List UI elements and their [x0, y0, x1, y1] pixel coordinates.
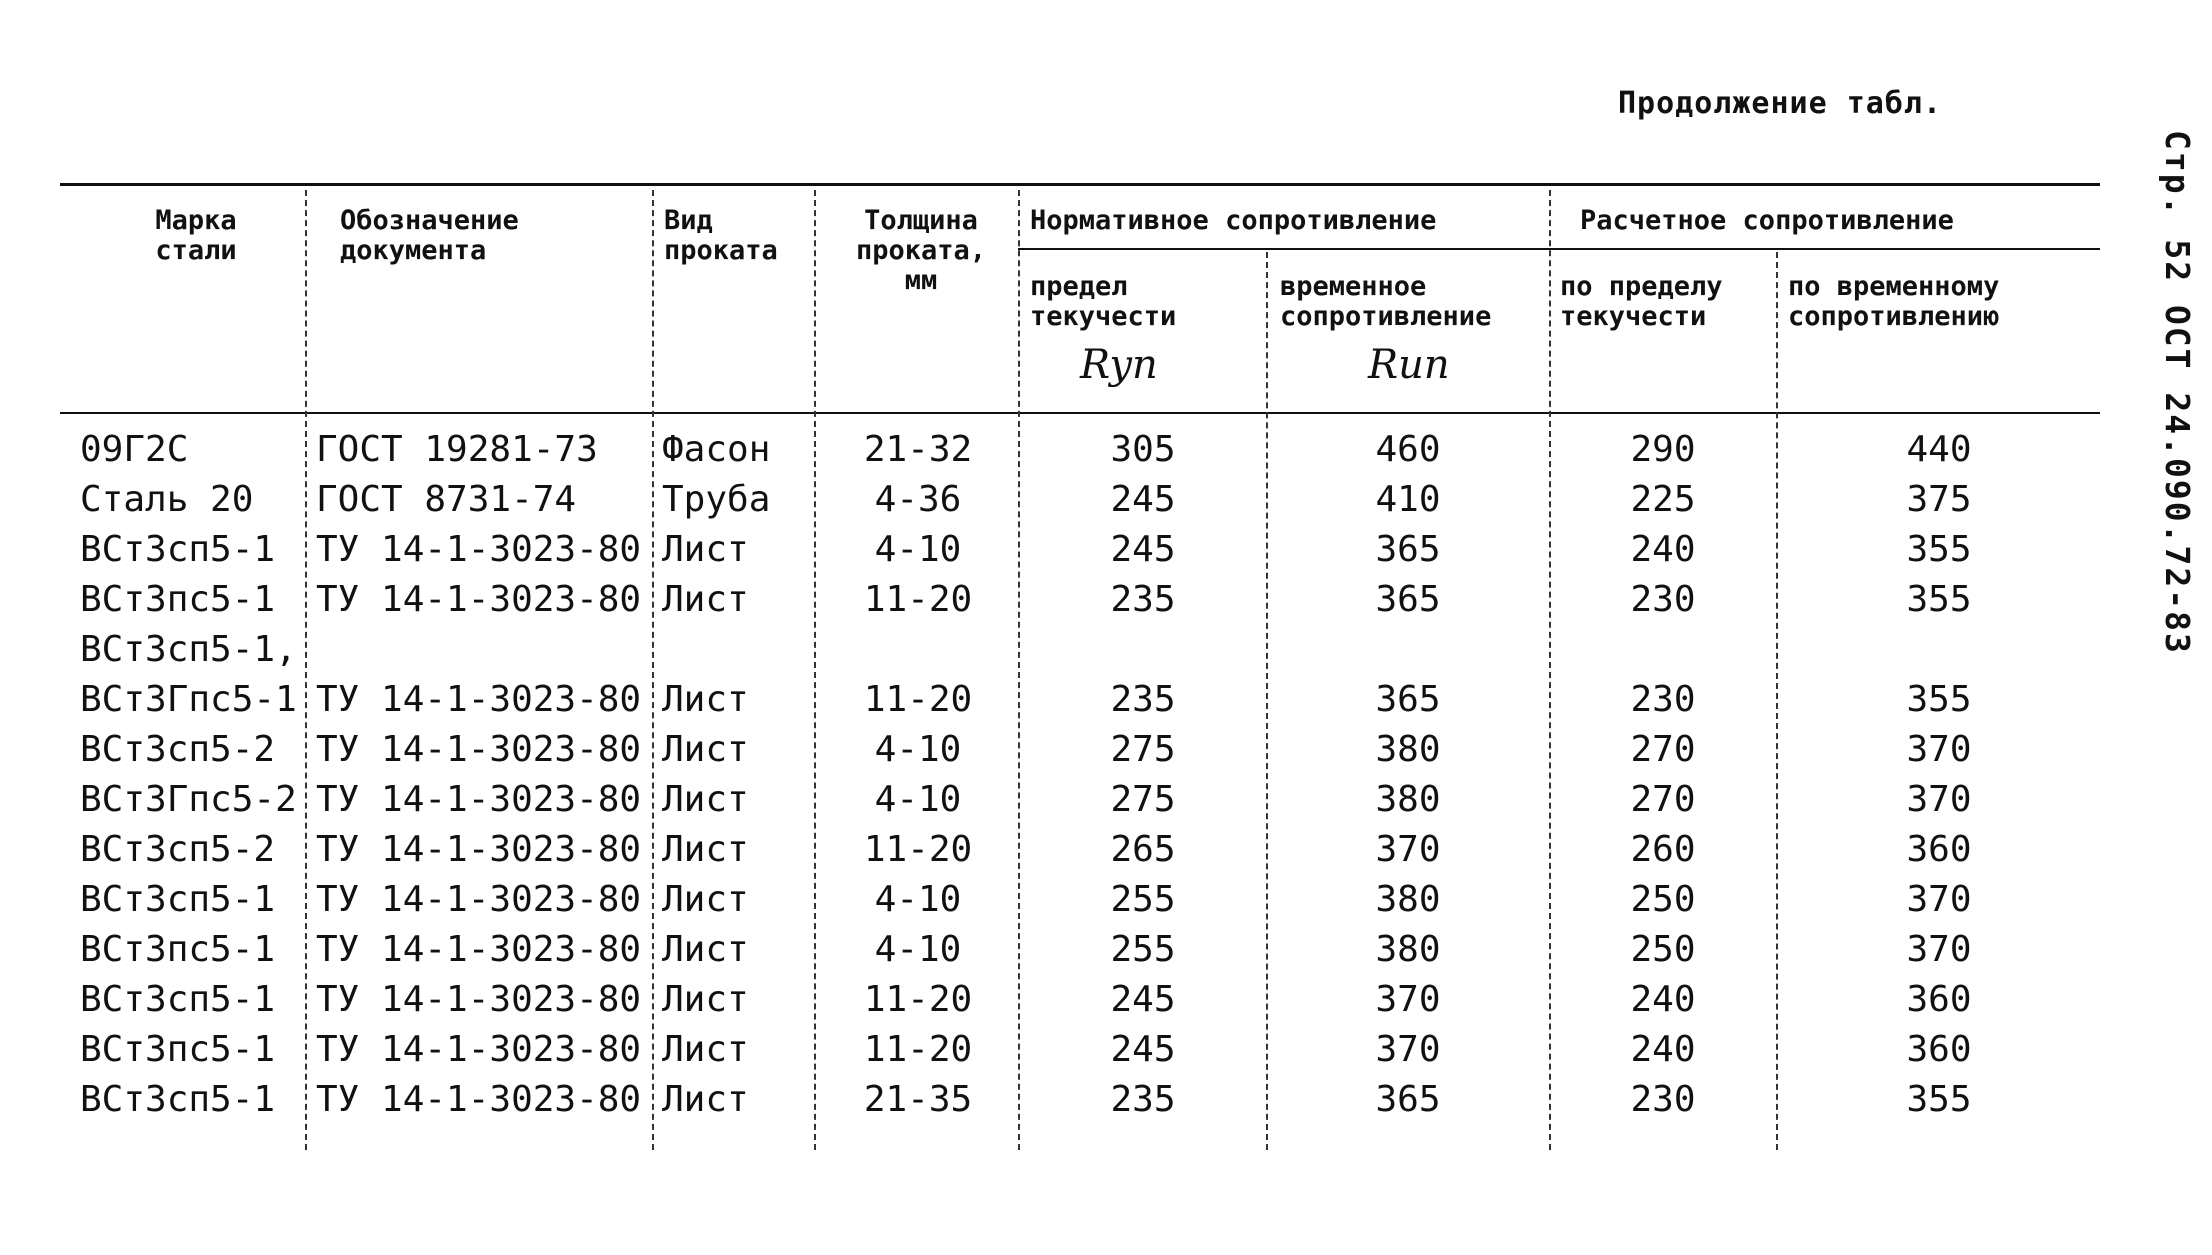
page-side-label: Стр. 52 ОСТ 24.090.72-83: [2158, 130, 2197, 655]
cell-thickness: 11-20: [863, 979, 973, 1020]
cell-ru: 370: [1906, 879, 1972, 920]
cell-ry: 270: [1630, 729, 1696, 770]
cell-ryn: 235: [1110, 579, 1176, 620]
cell-ryn: 265: [1110, 829, 1176, 870]
cell-ry: 230: [1630, 1079, 1696, 1120]
cell-run: 365: [1375, 529, 1441, 570]
cell-ryn: 245: [1110, 479, 1176, 520]
cell-document: ТУ 14-1-3023-80: [316, 829, 642, 870]
cell-product-type: Лист: [662, 579, 749, 620]
cell-product-type: Лист: [662, 729, 749, 770]
cell-grade: ВСт3Гпс5-1: [80, 679, 297, 720]
cell-thickness: 11-20: [863, 1029, 973, 1070]
cell-run: 365: [1375, 579, 1441, 620]
cell-grade: ВСт3сп5-1: [80, 529, 276, 570]
cell-thickness: 4-10: [874, 529, 962, 570]
cell-thickness: 4-36: [874, 479, 962, 520]
cell-ru: 440: [1906, 429, 1972, 470]
cell-run: 460: [1375, 429, 1441, 470]
cell-ry: 240: [1630, 979, 1696, 1020]
cell-ry: 230: [1630, 579, 1696, 620]
header-document: Обозначение документа: [340, 205, 519, 266]
cell-ry: 230: [1630, 679, 1696, 720]
cell-document: ТУ 14-1-3023-80: [316, 729, 642, 770]
cell-product-type: Лист: [662, 529, 749, 570]
cell-ru: 370: [1906, 779, 1972, 820]
column-separator: [814, 190, 816, 1150]
cell-run: 380: [1375, 929, 1441, 970]
cell-grade: ВСт3сп5-1: [80, 1079, 276, 1120]
cell-document: ТУ 14-1-3023-80: [316, 1029, 642, 1070]
cell-ryn: 255: [1110, 879, 1176, 920]
cell-ru: 355: [1906, 679, 1972, 720]
cell-grade: Сталь 20: [80, 479, 254, 520]
cell-run: 380: [1375, 729, 1441, 770]
cell-document: ТУ 14-1-3023-80: [316, 779, 642, 820]
cell-grade: ВСт3сп5-2: [80, 729, 276, 770]
column-separator: [1549, 190, 1551, 1150]
header-thickness: Толщина проката, мм: [855, 205, 987, 296]
cell-run: 380: [1375, 779, 1441, 820]
cell-ru: 360: [1906, 829, 1972, 870]
cell-run: 370: [1375, 979, 1441, 1020]
cell-ry: 240: [1630, 529, 1696, 570]
cell-thickness: 4-10: [874, 929, 962, 970]
table-continuation-caption: Продолжение табл.: [1618, 86, 1943, 121]
cell-ry: 290: [1630, 429, 1696, 470]
cell-ru: 355: [1906, 1079, 1972, 1120]
cell-document: ТУ 14-1-3023-80: [316, 979, 642, 1020]
table-top-rule: [60, 183, 2100, 186]
cell-product-type: Лист: [662, 829, 749, 870]
cell-ru: 370: [1906, 929, 1972, 970]
cell-run: 365: [1375, 1079, 1441, 1120]
cell-ryn: 235: [1110, 679, 1176, 720]
header-bottom-rule: [60, 412, 2100, 414]
column-separator: [1776, 252, 1778, 1150]
cell-run: 365: [1375, 679, 1441, 720]
cell-thickness: 21-32: [863, 429, 973, 470]
cell-grade: ВСт3Гпс5-2: [80, 779, 297, 820]
cell-grade: ВСт3пс5-1: [80, 1029, 276, 1070]
cell-document: ТУ 14-1-3023-80: [316, 579, 642, 620]
header-ryn-symbol: Ryn: [1080, 342, 1158, 388]
cell-grade: ВСт3пс5-1: [80, 929, 276, 970]
cell-ry: 240: [1630, 1029, 1696, 1070]
column-separator: [305, 190, 307, 1150]
cell-ry: 250: [1630, 929, 1696, 970]
cell-ryn: 275: [1110, 729, 1176, 770]
cell-ru: 375: [1906, 479, 1972, 520]
cell-document: ТУ 14-1-3023-80: [316, 529, 642, 570]
cell-ryn: 255: [1110, 929, 1176, 970]
column-separator: [1266, 252, 1268, 1150]
cell-ry: 250: [1630, 879, 1696, 920]
cell-ry: 270: [1630, 779, 1696, 820]
cell-ru: 360: [1906, 979, 1972, 1020]
cell-ryn: 245: [1110, 529, 1176, 570]
cell-run: 380: [1375, 879, 1441, 920]
header-design-resistance: Расчетное сопротивление: [1580, 205, 1954, 236]
cell-grade: ВСт3сп5-1: [80, 879, 276, 920]
header-run-symbol: Run: [1368, 342, 1450, 388]
cell-product-type: Лист: [662, 679, 749, 720]
cell-document: ГОСТ 19281-73: [316, 429, 598, 470]
cell-run: 370: [1375, 1029, 1441, 1070]
cell-document: ТУ 14-1-3023-80: [316, 1079, 642, 1120]
column-separator: [1018, 190, 1020, 1150]
header-by-ultimate: по временному сопротивлению: [1788, 271, 2000, 332]
cell-thickness: 4-10: [874, 879, 962, 920]
header-yield-strength: предел текучести: [1030, 271, 1177, 332]
cell-thickness: 11-20: [863, 829, 973, 870]
cell-document: ТУ 14-1-3023-80: [316, 679, 642, 720]
cell-ry: 225: [1630, 479, 1696, 520]
header-product-type: Вид проката: [664, 205, 778, 266]
cell-product-type: Лист: [662, 779, 749, 820]
cell-product-type: Лист: [662, 929, 749, 970]
cell-grade: ВСт3сп5-1,: [80, 629, 297, 670]
header-grade: Марка стали: [155, 205, 237, 266]
cell-thickness: 4-10: [874, 779, 962, 820]
cell-ryn: 275: [1110, 779, 1176, 820]
cell-ryn: 305: [1110, 429, 1176, 470]
cell-thickness: 21-35: [863, 1079, 973, 1120]
header-by-yield: по пределу текучести: [1560, 271, 1723, 332]
cell-thickness: 4-10: [874, 729, 962, 770]
cell-ru: 355: [1906, 579, 1972, 620]
header-ultimate-strength: временное сопротивление: [1280, 271, 1492, 332]
cell-document: ГОСТ 8731-74: [316, 479, 577, 520]
cell-product-type: Лист: [662, 1079, 749, 1120]
cell-product-type: Труба: [662, 479, 771, 520]
cell-ryn: 245: [1110, 979, 1176, 1020]
cell-run: 410: [1375, 479, 1441, 520]
cell-product-type: Фасон: [662, 429, 771, 470]
cell-thickness: 11-20: [863, 579, 973, 620]
column-separator: [652, 190, 654, 1150]
cell-ryn: 245: [1110, 1029, 1176, 1070]
header-normative-resistance: Нормативное сопротивление: [1030, 205, 1437, 236]
cell-document: ТУ 14-1-3023-80: [316, 929, 642, 970]
cell-ry: 260: [1630, 829, 1696, 870]
cell-grade: 09Г2С: [80, 429, 189, 470]
cell-grade: ВСт3сп5-1: [80, 979, 276, 1020]
cell-grade: ВСт3пс5-1: [80, 579, 276, 620]
cell-document: ТУ 14-1-3023-80: [316, 879, 642, 920]
cell-product-type: Лист: [662, 879, 749, 920]
cell-product-type: Лист: [662, 1029, 749, 1070]
cell-grade: ВСт3сп5-2: [80, 829, 276, 870]
cell-run: 370: [1375, 829, 1441, 870]
header-sub-rule: [1018, 248, 2100, 250]
cell-ru: 355: [1906, 529, 1972, 570]
cell-ru: 370: [1906, 729, 1972, 770]
cell-thickness: 11-20: [863, 679, 973, 720]
cell-product-type: Лист: [662, 979, 749, 1020]
cell-ryn: 235: [1110, 1079, 1176, 1120]
cell-ru: 360: [1906, 1029, 1972, 1070]
